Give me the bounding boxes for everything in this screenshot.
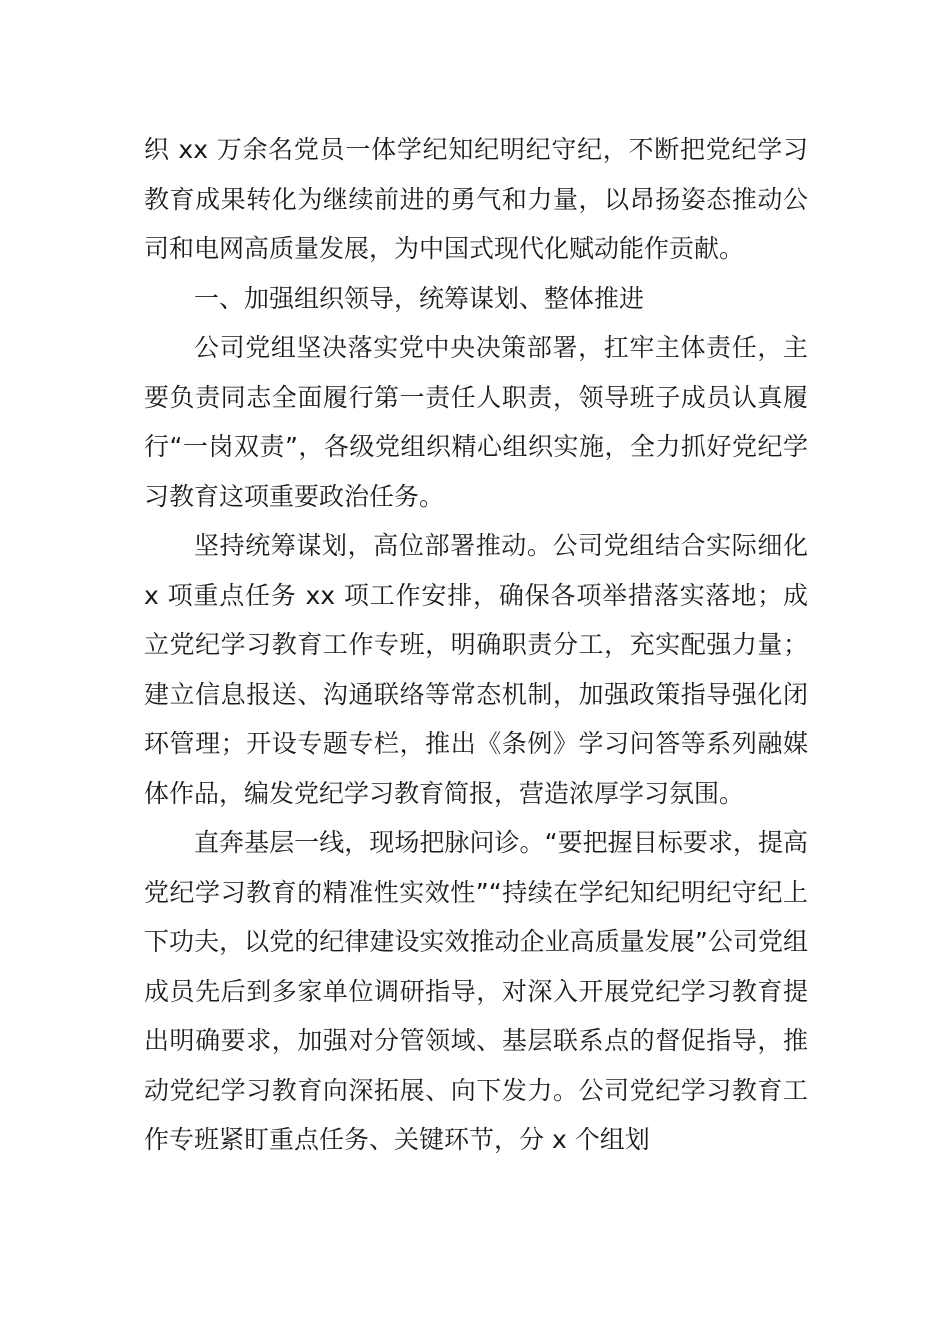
paragraph: 直奔基层一线，现场把脉问诊。“要把握目标要求，提高党纪学习教育的精准性实效性”“持续在学纪知纪明纪守纪上下功夫，以党的纪律建设实效推动企业高质量发展”公司党组成员先后到多家单位调研指导，对深入开展党纪学习教育提出明确要求，加强对分管领域、基层联系点的督促指导，推动党纪学习教育向深拓展、向下发力。公司党纪学习教育工作专班紧盯重点任务、关键环节，分 x 个组划: [144, 828, 808, 1154]
paragraph: 公司党组坚决落实党中央决策部署，扛牢主体责任，主要负责同志全面履行第一责任人职责，领导班子成员认真履行“一岗双责”，各级党组织精心组织实施，全力抓好党纪学习教育这项重要政治任务。: [144, 333, 808, 511]
section-heading: 一、加强组织领导，统筹谋划、整体推进: [194, 283, 645, 313]
document-body: [144, 125, 808, 1165]
paragraph-continuation: 织 xx 万余名党员一体学纪知纪明纪守纪，不断把党纪学习教育成果转化为继续前进的勇气和力量，以昂扬姿态推动公司和电网高质量发展，为中国式现代化赋动能作贡献。: [144, 135, 808, 263]
paragraph: 坚持统筹谋划，高位部署推动。公司党组结合实际细化 x 项重点任务 xx 项工作安排，确保各项举措落实落地；成立党纪学习教育工作专班，明确职责分工，充实配强力量；建立信息报送、沟通联络等常态机制，加强政策指导强化闭环管理；开设专题专栏，推出《条例》学习问答等系列融媒体作品，编发党纪学习教育简报，营造浓厚学习氛围。: [144, 531, 808, 808]
